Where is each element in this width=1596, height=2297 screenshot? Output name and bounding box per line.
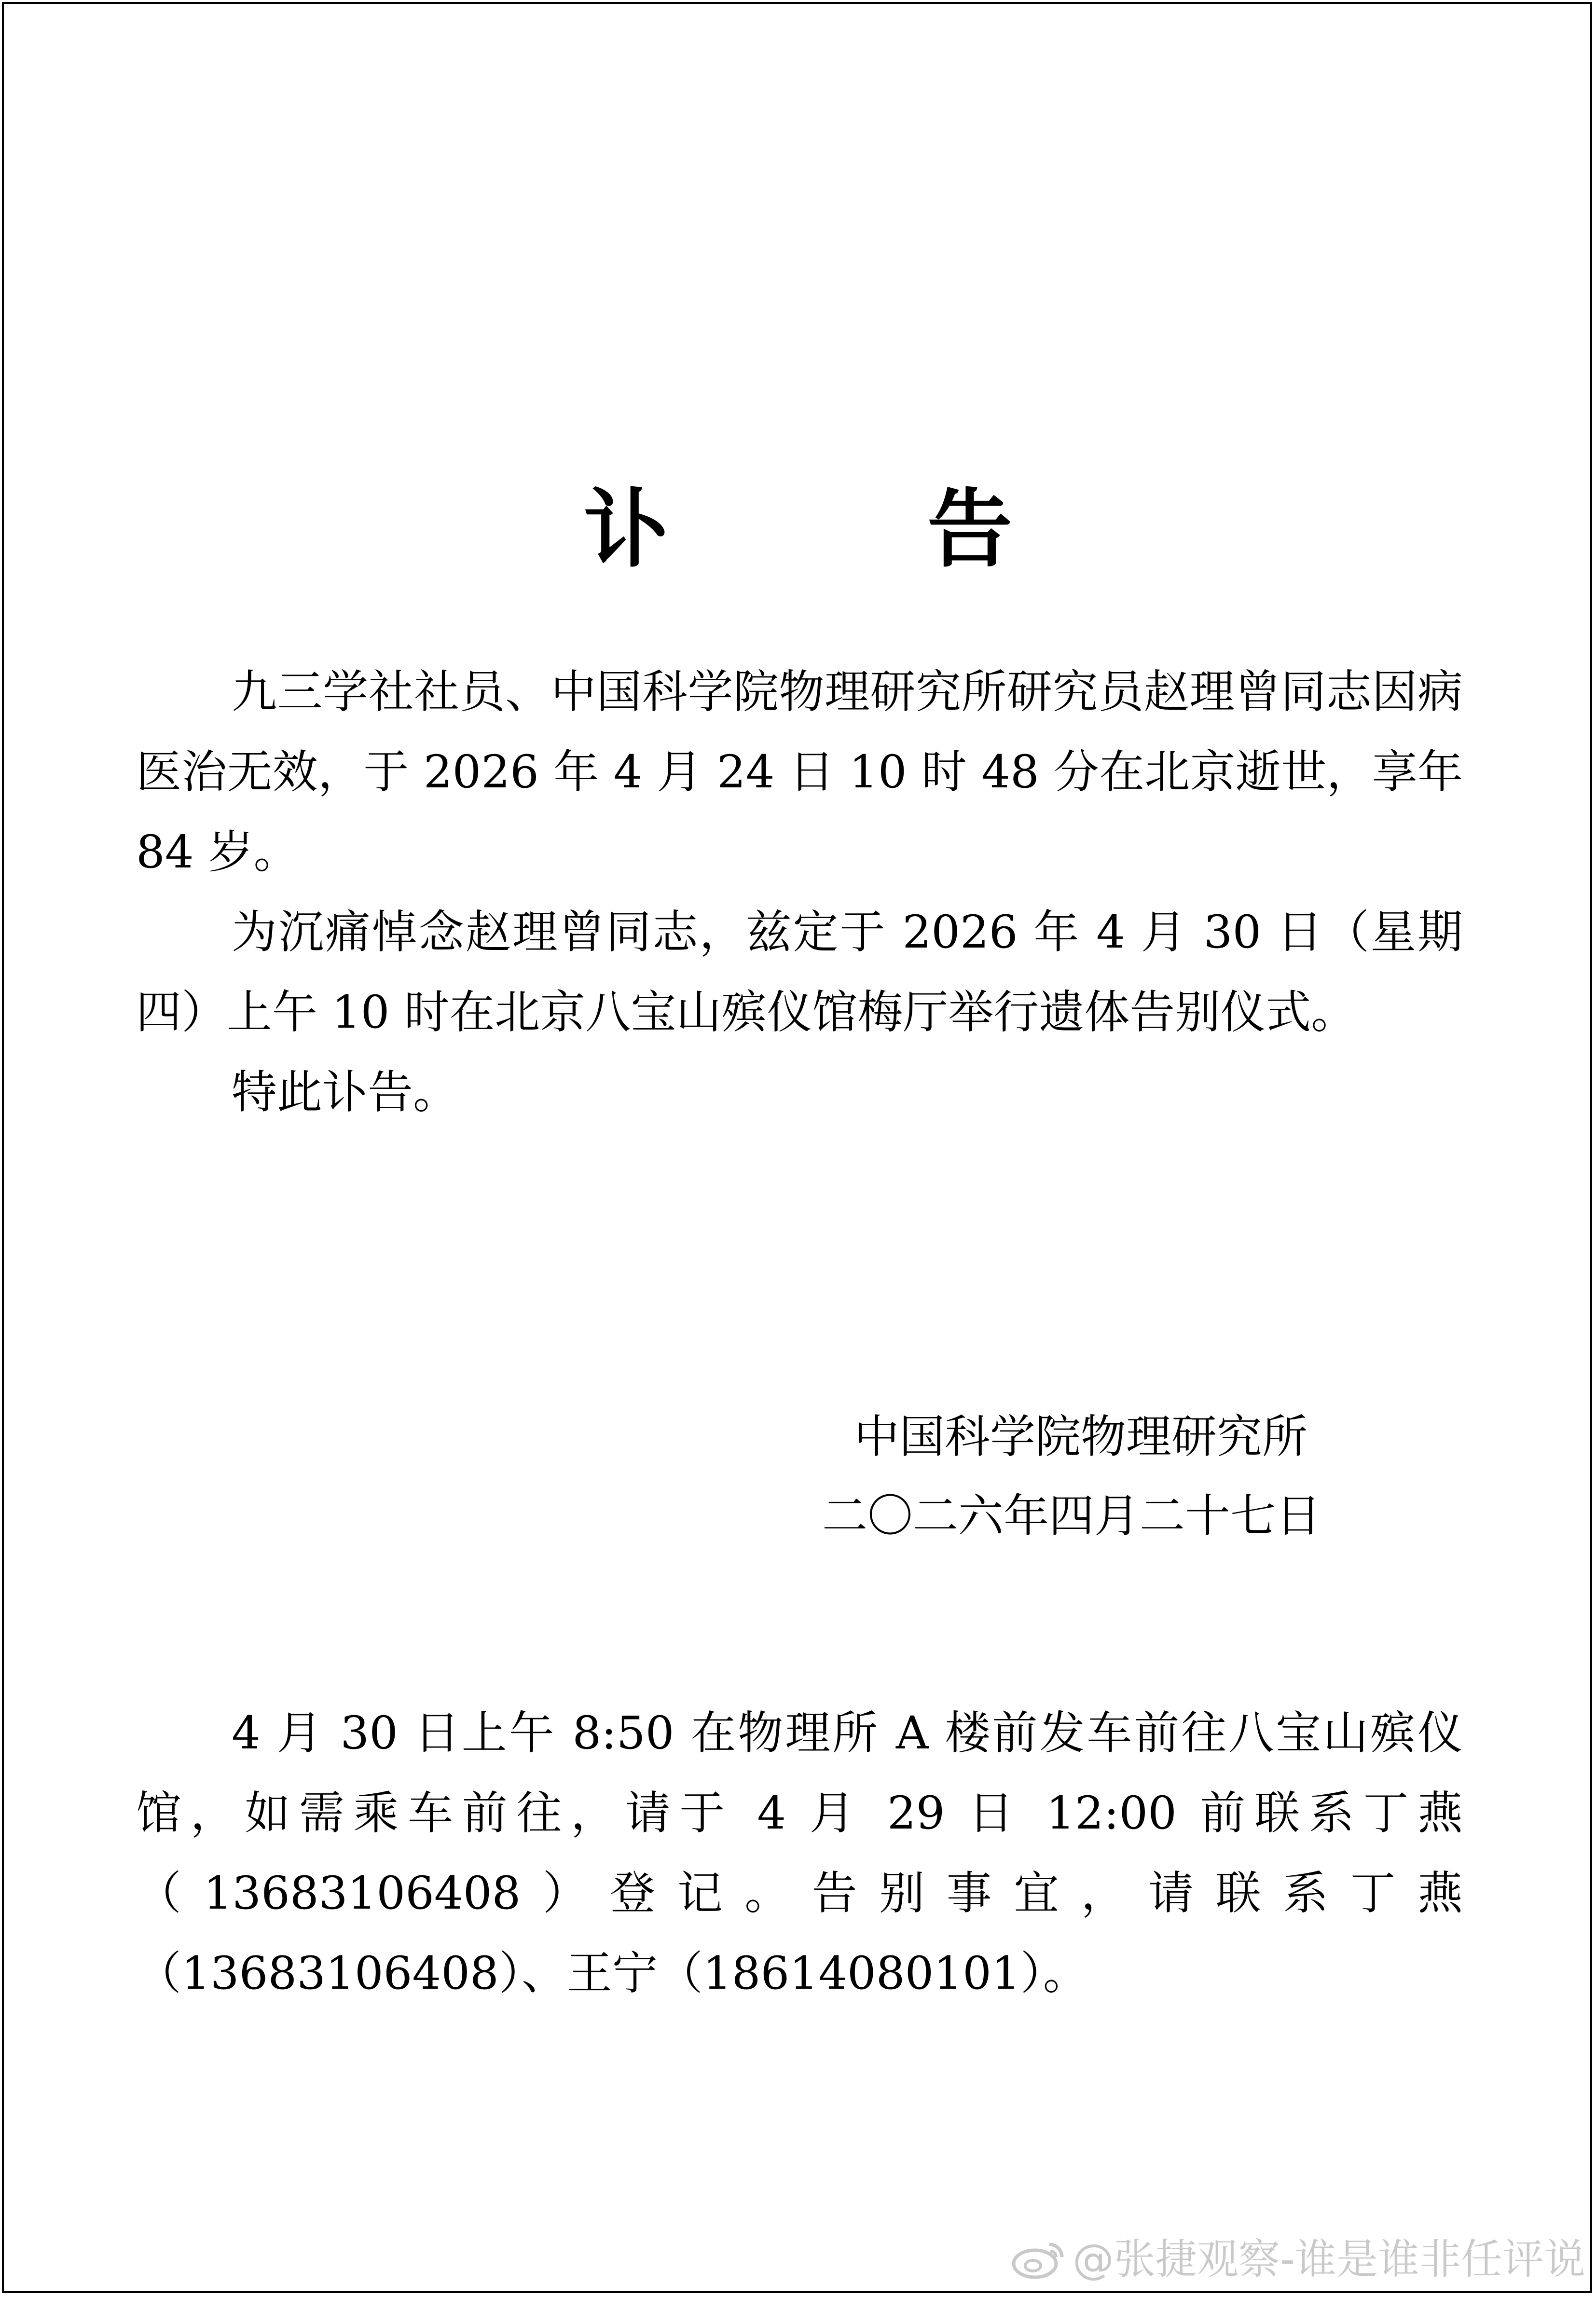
signature-organization: 中国科学院物理研究所 (854, 1411, 1308, 1463)
watermark (1011, 2235, 1585, 2283)
signature-date: 二〇二六年四月二十七日 (822, 1490, 1321, 1542)
notice-title: 讣 告 (583, 480, 1099, 579)
watermark-text: @张捷观察-谁是谁非任评说 (1072, 2235, 1585, 2283)
notice-paragraph-ceremony: 为沉痛悼念赵理曾同志，兹定于 2026 年 4 月 30 日（星期四）上午 10 时在北京八宝山殡仪馆梅厅举行遗体告别仪式。 (136, 906, 1463, 1039)
notice-paragraph-closing: 特此讣告。 (232, 1066, 459, 1119)
notice-body (136, 652, 1463, 1133)
transport-note-block (136, 1693, 1463, 2014)
transport-note: 4 月 30 日上午 8:50 在物理所 A 楼前发车前往八宝山殡仪馆，如需乘车前往，请于 4 月 29 日 12:00 前联系丁燕（13683106408）登记。告别事宜，请联系丁燕（13683106408）、王宁（18614080101）。 (136, 1707, 1463, 2000)
weibo-icon (1011, 2239, 1069, 2280)
notice-paragraph-death: 九三学社社员、中国科学院物理研究所研究员赵理曾同志因病医治无效，于 2026 年 4 月 24 日 10 时 48 分在北京逝世，享年 84 岁。 (136, 666, 1463, 879)
